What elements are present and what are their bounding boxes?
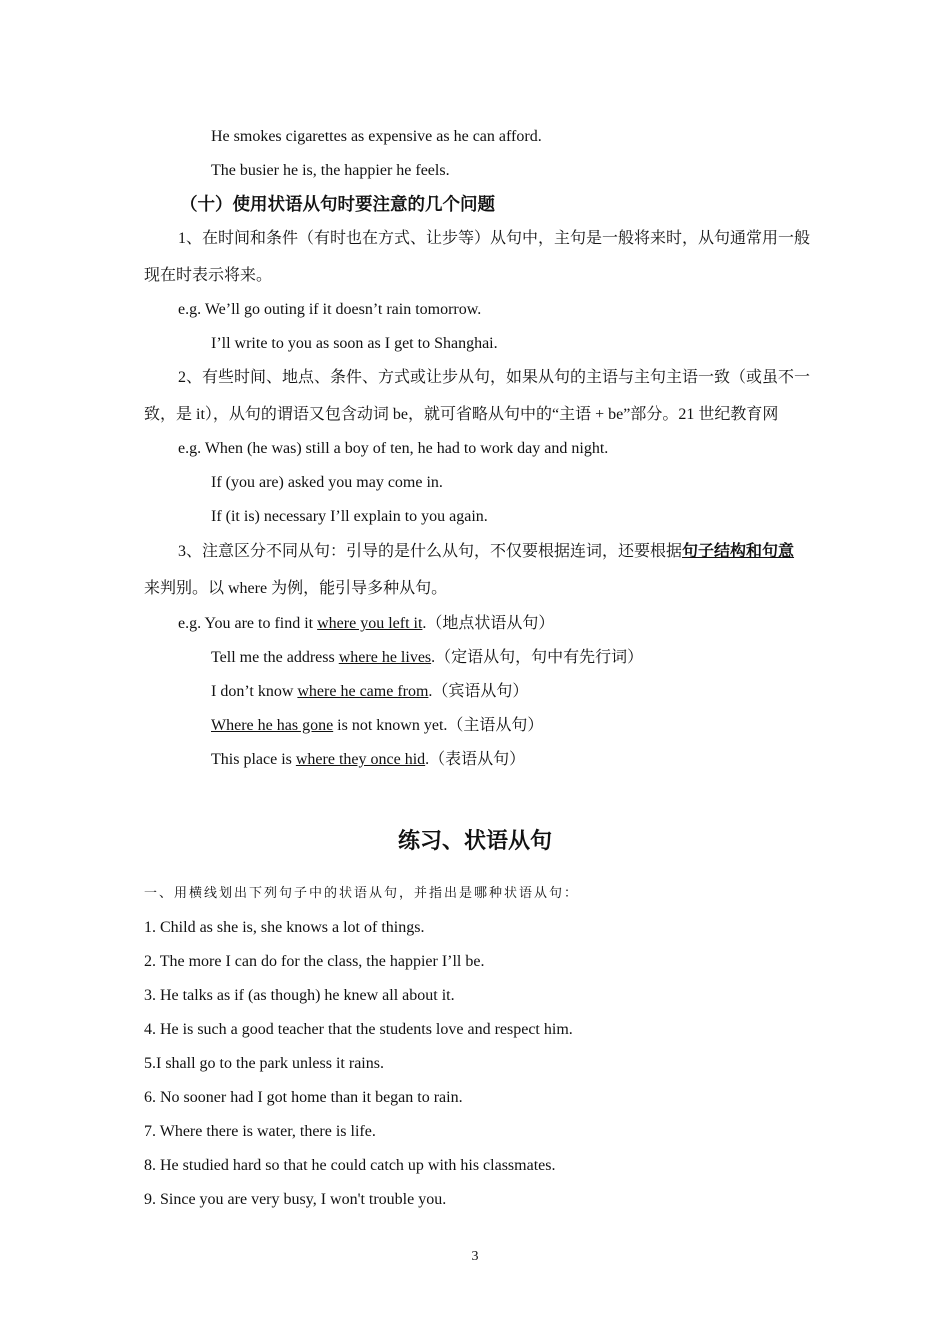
paragraph-line: 1、在时间和条件（有时也在方式、让步等）从句中，主句是一般将来时，从句通常用一般 [178, 230, 811, 247]
practice-item: 9. Since you are very busy, I won't trouble you. [144, 1191, 447, 1208]
practice-item: 8. He studied hard so that he could catch up with his classmates. [144, 1157, 556, 1174]
example-sentence: If (you are) asked you may come in. [211, 474, 443, 491]
practice-item: 1. Child as she is, she knows a lot of things. [144, 919, 425, 936]
underlined-clause: where they once hid [295, 751, 426, 768]
underlined-clause: where he lives [338, 649, 432, 666]
paragraph-text: 3、注意区分不同从句：引导的是什么从句，不仅要根据连词，还要根据 [178, 543, 683, 560]
practice-item: 5.I shall go to the park unless it rains. [144, 1055, 384, 1072]
example-sentence: The busier he is, the happier he feels. [211, 162, 450, 179]
sentence-text: I don’t know [211, 683, 298, 700]
example-sentence [211, 682, 528, 702]
example-sentence: e.g. We’ll go outing if it doesn’t rain tomorrow. [178, 301, 482, 318]
paragraph-line [178, 542, 794, 562]
practice-item: 4. He is such a good teacher that the students love and respect him. [144, 1021, 573, 1038]
practice-item: 3. He talks as if (as though) he knew all about it. [144, 987, 455, 1004]
underlined-clause: Where he has gone [211, 717, 334, 734]
paragraph-line: 来判别。以 where 为例，能引导多种从句。 [144, 580, 448, 597]
example-sentence [178, 614, 554, 634]
sentence-text: Tell me the address [211, 649, 339, 666]
practice-item: 2. The more I can do for the class, the happier I’ll be. [144, 953, 485, 970]
clause-type-note: .（定语从句，句中有先行词） [431, 649, 644, 666]
paragraph-line: 现在时表示将来。 [144, 267, 273, 284]
example-sentence: If (it is) necessary I’ll explain to you again. [211, 508, 488, 525]
practice-instruction: 一、用横线划出下列句子中的状语从句，并指出是哪种状语从句： [144, 886, 580, 901]
sentence-text: This place is [211, 751, 296, 768]
underlined-clause: where you left it [317, 615, 423, 632]
example-sentence [211, 648, 643, 668]
underlined-clause: where he came from [297, 683, 429, 700]
example-sentence [211, 716, 543, 736]
clause-type-note: is not known yet.（主语从句） [333, 717, 544, 734]
page-number: 3 [471, 1249, 479, 1264]
clause-type-note: .（地点状语从句） [422, 615, 555, 632]
practice-item: 6. No sooner had I got home than it began to rain. [144, 1089, 463, 1106]
example-sentence [211, 750, 525, 770]
practice-title: 练习、状语从句 [397, 829, 552, 854]
practice-item: 7. Where there is water, there is life. [144, 1123, 376, 1140]
emphasis-text: 句子结构和句意 [682, 543, 795, 560]
example-sentence: He smokes cigarettes as expensive as he can afford. [211, 128, 542, 145]
clause-type-note: .（表语从句） [425, 751, 526, 768]
clause-type-note: .（宾语从句） [428, 683, 529, 700]
sentence-text: e.g. You are to find it [178, 615, 318, 632]
section-heading: （十）使用状语从句时要注意的几个问题 [180, 195, 495, 215]
paragraph-line: 2、有些时间、地点、条件、方式或让步从句，如果从句的主语与主句主语一致（或虽不一 [178, 369, 811, 386]
example-sentence: e.g. When (he was) still a boy of ten, he had to work day and night. [178, 440, 609, 457]
example-sentence: I’ll write to you as soon as I get to Shanghai. [211, 335, 498, 352]
paragraph-line: 致，是 it），从句的谓语又包含动词 be，就可省略从句中的“主语 + be”部分。21 世纪教育网 [144, 406, 779, 423]
